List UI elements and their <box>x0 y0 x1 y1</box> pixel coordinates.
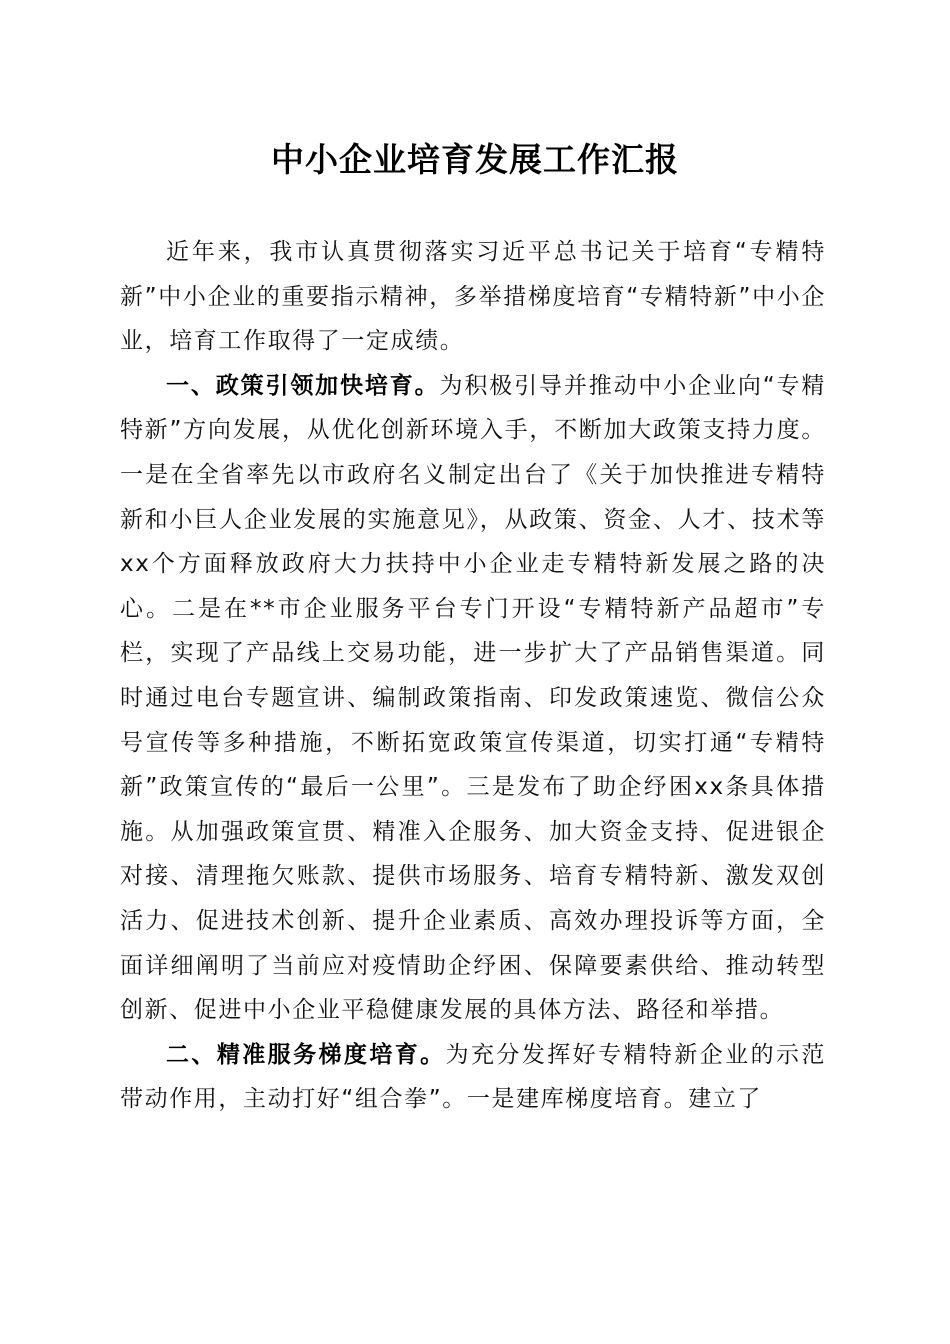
paragraph-heading: 一、政策引领加快培育。 <box>166 372 440 399</box>
paragraph-heading: 二、精准服务梯度培育。 <box>166 1041 446 1068</box>
document-title: 中小企业培育发展工作汇报 <box>271 140 679 179</box>
paragraph-policy <box>120 364 826 1033</box>
document-body <box>120 230 826 1122</box>
paragraph-text: 为积极引导并推动中小企业向“专精特新”方向发展，从优化创新环境入手，不断加大政策支持力度。一是在全省率先以市政府名义制定出台了《关于加快推进专精特新和小巨人企业发展的实施意见》，从政策、资金、人才、技术等xx个方面释放政府大力扶持中小企业走专精特新发展之路的决心。二是在**市企业服务平台专门开设“专精特新产品超市”专栏，实现了产品线上交易功能，进一步扩大了产品销售渠道。同时通过电台专题宣讲、编制政策指南、印发政策速览、微信公众号宣传等多种措施，不断拓宽政策宣传渠道，切实打通“专精特新”政策宣传的“最后一公里”。三是发布了助企纾困xx条具体措施。从加强政策宣贯、精准入企服务、加大资金支持、促进银企对接、清理拖欠账款、提供市场服务、培育专精特新、激发双创活力、促进技术创新、提升企业素质、高效办理投诉等方面，全面详细阐明了当前应对疫情助企纾困、保障要素供给、推动转型创新、促进中小企业平稳健康发展的具体方法、路径和举措。 <box>120 372 826 1024</box>
paragraph-service <box>120 1033 826 1122</box>
paragraph-intro <box>120 230 826 364</box>
paragraph-text: 近年来，我市认真贯彻落实习近平总书记关于培育“专精特新”中小企业的重要指示精神，多举措梯度培育“专精特新”中小企业，培育工作取得了一定成绩。 <box>120 239 826 355</box>
paragraph-text: 为充分发挥好专精特新企业的示范带动作用，主动打好“组合拳”。一是建库梯度培育。建立了 <box>120 1041 826 1113</box>
